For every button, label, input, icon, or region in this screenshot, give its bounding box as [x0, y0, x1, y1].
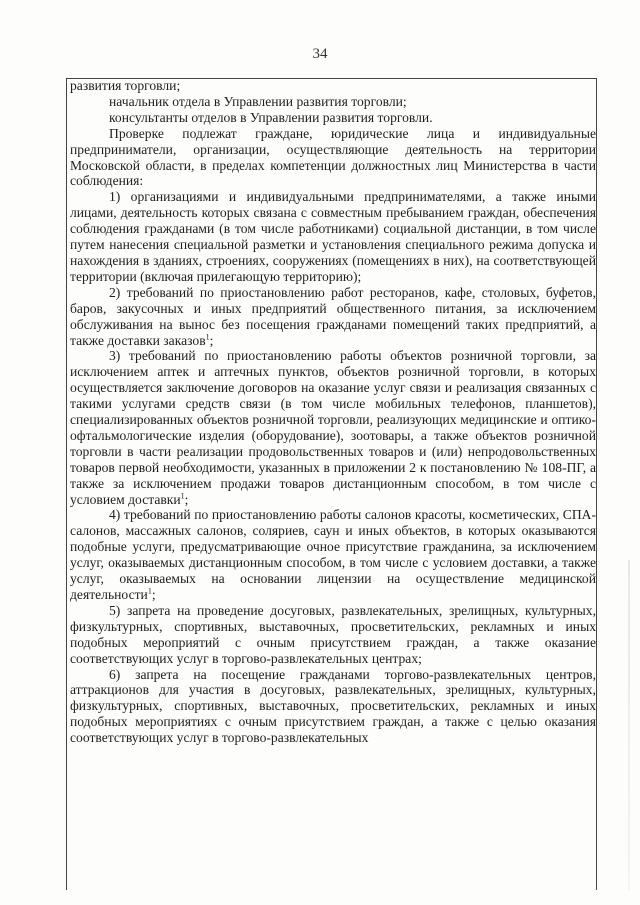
- frame-left-border: [66, 78, 67, 890]
- paragraph-3: Проверке подлежат граждане, юридические лица и индивидуальные предприниматели, организации, осуществляющие деятельность на территории Московской области, в пределах компетенции должностных лиц Министерства в части соблюдения:: [70, 125, 596, 189]
- document-body: [70, 78, 596, 746]
- footnote-mark: 1: [205, 331, 210, 341]
- paragraph-item-3: 3) требований по приостановлению работы объектов розничной торговли, за исключением аптек и аптечных пунктов, объектов розничной торговли, в которых осуществляется заключение договоров на оказание услуг связи и реализация связанных с такими услугами средств связи (в том числе мобильных телефонов, планшетов), специализированных объектов розничной торговли, реализующих медицинские и оптико-офтальмологические изделия (оборудование), зоотовары, а также объектов розничной торговли в части реализации продовольственных товаров и (или) непродовольственных товаров первой необходимости, указанных в приложении 2 к постановлению № 108-ПГ, а также за исключением продажи товаров дистанционным способом, в том числе с условием доставки$^1$;: [70, 348, 596, 507]
- footnote-mark: 1: [147, 586, 152, 596]
- paragraph-1: начальник отдела в Управлении развития торговли;: [109, 93, 407, 109]
- footnote-mark: 1: [180, 491, 185, 501]
- paragraph-2: консультанты отделов в Управлении развития торговли.: [109, 109, 433, 125]
- frame-right-border: [596, 78, 597, 890]
- paragraph-item-6: 6) запрета на посещение гражданами торгово-развлекательных центров, аттракционов для участия в досуговых, развлекательных, зрелищных, культурных, физкультурных, спортивных, выставочных, просветительских, рекламных и иных подобных мероприятиях с очным присутствием граждан, а также с целью оказания соответствующих услуг в торгово-развлекательных: [70, 666, 596, 746]
- paragraph-item-2: 2) требований по приостановлению работ ресторанов, кафе, столовых, буфетов, баров, закусочных и иных предприятий общественного питания, за исключением обслуживания на вынос без посещения гражданами помещений таких предприятий, а также доставки заказов$^1$;: [70, 284, 596, 348]
- paragraph-item-5: 5) запрета на проведение досуговых, развлекательных, зрелищных, культурных, физкультурных, спортивных, выставочных, просветительских, рекламных и иных подобных мероприятий с очным присутствием граждан, а также оказание соответствующих услуг в торгово-развлекательных центрах;: [70, 602, 596, 666]
- page-number: 34: [312, 46, 328, 62]
- paragraph-item-1: 1) организациями и индивидуальными предпринимателями, а также иными лицами, деятельность которых связана с совместным пребыванием граждан, обеспечения соблюдения гражданами (в том числе работниками) социальной дистанции, в том числе путем нанесения специальной разметки и установления специального режима допуска и нахождения в зданиях, строениях, сооружениях (помещениях в них), на соответствующей территории (включая прилегающую территорию);: [70, 189, 596, 284]
- paragraph-0: развития торговли;: [70, 78, 181, 93]
- paragraph-item-4: 4) требований по приостановлению работы салонов красоты, косметических, СПА-салонов, массажных салонов, соляриев, саун и иных объектов, в которых оказываются подобные услуги, предусматривающие очное присутствие гражданина, за исключением услуг, оказываемых дистанционным способом, в том числе с условием доставки, а также услуг, оказываемых на основании лицензии на осуществление медицинской деятельности$^1$;: [70, 507, 596, 602]
- scan-edge-mark: [628, 560, 630, 890]
